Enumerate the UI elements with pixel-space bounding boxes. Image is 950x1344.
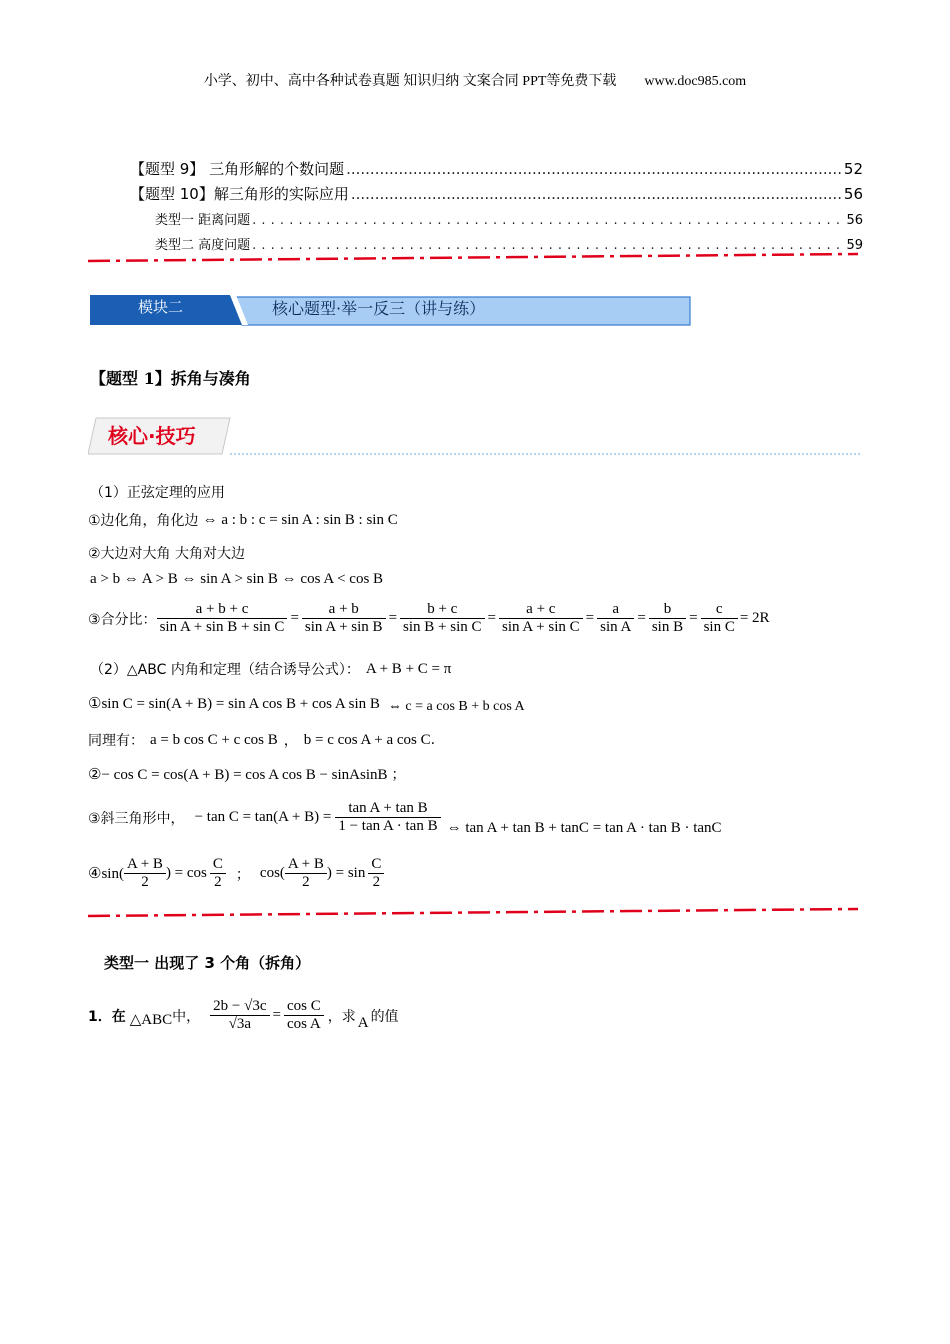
fraction: $\frac{\text{cos C}}{\text{cos A}}$ — [284, 998, 324, 1033]
fraction: $\frac{A + B}{2}$ — [285, 856, 327, 891]
formula: ②− cos C = cos(A + B) = cos A cos B − sinAsinB — [88, 766, 388, 783]
toc-page: 59 — [846, 238, 863, 253]
toc-leader — [346, 160, 842, 178]
question-text: 的值 — [370, 1008, 399, 1025]
tip-badge-frame — [88, 412, 864, 458]
toc-item[interactable] — [155, 209, 863, 228]
fraction: $\frac{A + B}{2}$ — [124, 856, 166, 891]
formula-label: ③合分比： — [88, 611, 157, 628]
fraction: $\frac{\text{tan A + tan B}}{\text{1 − tan A · tan B}}$ — [335, 800, 440, 835]
formula: △ABC — [129, 1012, 173, 1028]
question-text: ，求 — [327, 1008, 356, 1025]
formula: − tan C = tan(A + B) = — [194, 809, 332, 825]
fraction: $\frac{c}{\text{sin C}}$ — [701, 601, 738, 636]
banner-title: 核心题型·举一反三（讲与练） — [272, 299, 486, 318]
formula: ④sin( — [88, 866, 124, 882]
fraction: $\frac{C}{2}$ — [210, 856, 226, 891]
formula: b = c cos A + a cos C — [303, 731, 431, 748]
formula: ⇔ c = a cos B + b cos A — [387, 698, 525, 714]
fraction: $\frac{b}{\text{sin B}}$ — [649, 601, 686, 636]
toc-leader — [351, 185, 842, 203]
toc-leader — [252, 213, 844, 228]
formula-label: ③斜三角形中， — [88, 810, 185, 827]
banner-tag: 模块二 — [138, 298, 184, 316]
sub-heading: （2）△ABC 内角和定理（结合诱导公式）： — [90, 662, 360, 678]
formula: cos( — [259, 865, 285, 881]
formula-line — [88, 510, 398, 530]
divider-line — [88, 252, 860, 264]
formula-label: 同理有： — [88, 733, 144, 749]
type-heading: 类型一 出现了 3 个角（拆角） — [104, 954, 311, 972]
formula: A + B + C = π — [365, 660, 452, 677]
formula: a > b ⇔ A > B ⇔ sin A > sin B ⇔ cos A < cos B — [90, 571, 384, 587]
formula-line — [90, 659, 451, 679]
formula-line: ③合分比： $\frac{a + b + c}{\text{sin A + sin B + sin C}}$ = $\frac{a + b}{\text{sin A + sin B}}$ = $\frac{b + c}{\text{sin B + sin C}}$ = $\frac{a + c}{\text{sin A + sin C}}$ = $\frac{a}{\text{sin A}}$ = $\frac{b}{\text{sin B}}$ = $\frac{c}{\text{sin C}}$ = 2R — [88, 601, 770, 635]
formula: ①sin C = sin(A + B) = sin A cos B + cos A sin B — [88, 696, 380, 712]
formula-line — [88, 800, 722, 835]
formula: a = b cos C + c cos B — [150, 731, 278, 748]
punctuation: ； — [391, 767, 406, 783]
formula-line: ②大边对大角 大角对大边 — [88, 546, 246, 562]
fraction: $\frac{2b - √3c}{√3a}$ — [210, 998, 269, 1033]
formula-line — [88, 856, 384, 891]
question: 1．在 △ABC 中， $\frac{2b - √3c}{√3a}$ = $\frac{\text{cos C}}{\text{cos A}}$ ，求 A 的值 — [88, 998, 399, 1032]
formula-line — [88, 694, 525, 713]
formula: ⇔ tan A + tan B + tanC = tan A · tan B · tanC — [446, 820, 722, 836]
formula: ) = sin — [326, 865, 366, 881]
toc-label: 类型二 高度问题 — [155, 238, 251, 253]
fraction: $\frac{a + b}{\text{sin A + sin B}}$ — [302, 601, 386, 636]
question-number: 1．在 — [88, 1008, 126, 1025]
toc-page: 56 — [843, 185, 863, 203]
toc-item[interactable] — [155, 234, 863, 253]
formula: ⇔ a : b : c = sin A : sin B : sin C — [202, 511, 398, 528]
tip-badge: 核心·技巧 — [108, 424, 196, 448]
formula-label: ①边化角，角化边 — [88, 513, 199, 529]
toc-label: 【题型 10】解三角形的实际应用 — [130, 185, 349, 203]
toc-label: 类型一 距离问题 — [155, 213, 251, 228]
sub-heading: （1）正弦定理的应用 — [90, 485, 225, 501]
toc-label: 【题型 9】 三角形解的个数问题 — [130, 160, 345, 178]
formula: ) = cos — [165, 865, 207, 881]
fraction: $\frac{a + b + c}{\text{sin A + sin B + sin C}}$ — [157, 601, 288, 636]
toc-leader — [252, 238, 844, 253]
formula: A — [357, 1015, 369, 1031]
toc-item[interactable] — [130, 183, 863, 204]
formula-line — [88, 764, 406, 784]
fraction: $\frac{C}{2}$ — [368, 856, 384, 891]
fraction: $\frac{a}{\text{sin A}}$ — [597, 601, 634, 636]
toc-page: 56 — [846, 213, 863, 228]
fraction: $\frac{a + c}{\text{sin A + sin C}}$ — [499, 601, 583, 636]
fraction: $\frac{b + c}{\text{sin B + sin C}}$ — [400, 601, 484, 636]
formula: = 2R — [739, 610, 770, 626]
punctuation: ； — [235, 866, 250, 883]
section-title: 【题型 1】拆角与凑角 — [90, 369, 251, 388]
toc-item[interactable] — [130, 158, 863, 179]
question-text: 中， — [172, 1008, 201, 1025]
formula-line: 同理有： a = b cos C + c cos B ， b = c cos A + a cos C . — [88, 731, 436, 749]
divider-line — [88, 906, 860, 920]
toc-page: 52 — [843, 160, 863, 178]
page-header: 小学、初中、高中各种试卷真题 知识归纳 文案合同 PPT等免费下载 www.doc985.com — [203, 74, 747, 89]
